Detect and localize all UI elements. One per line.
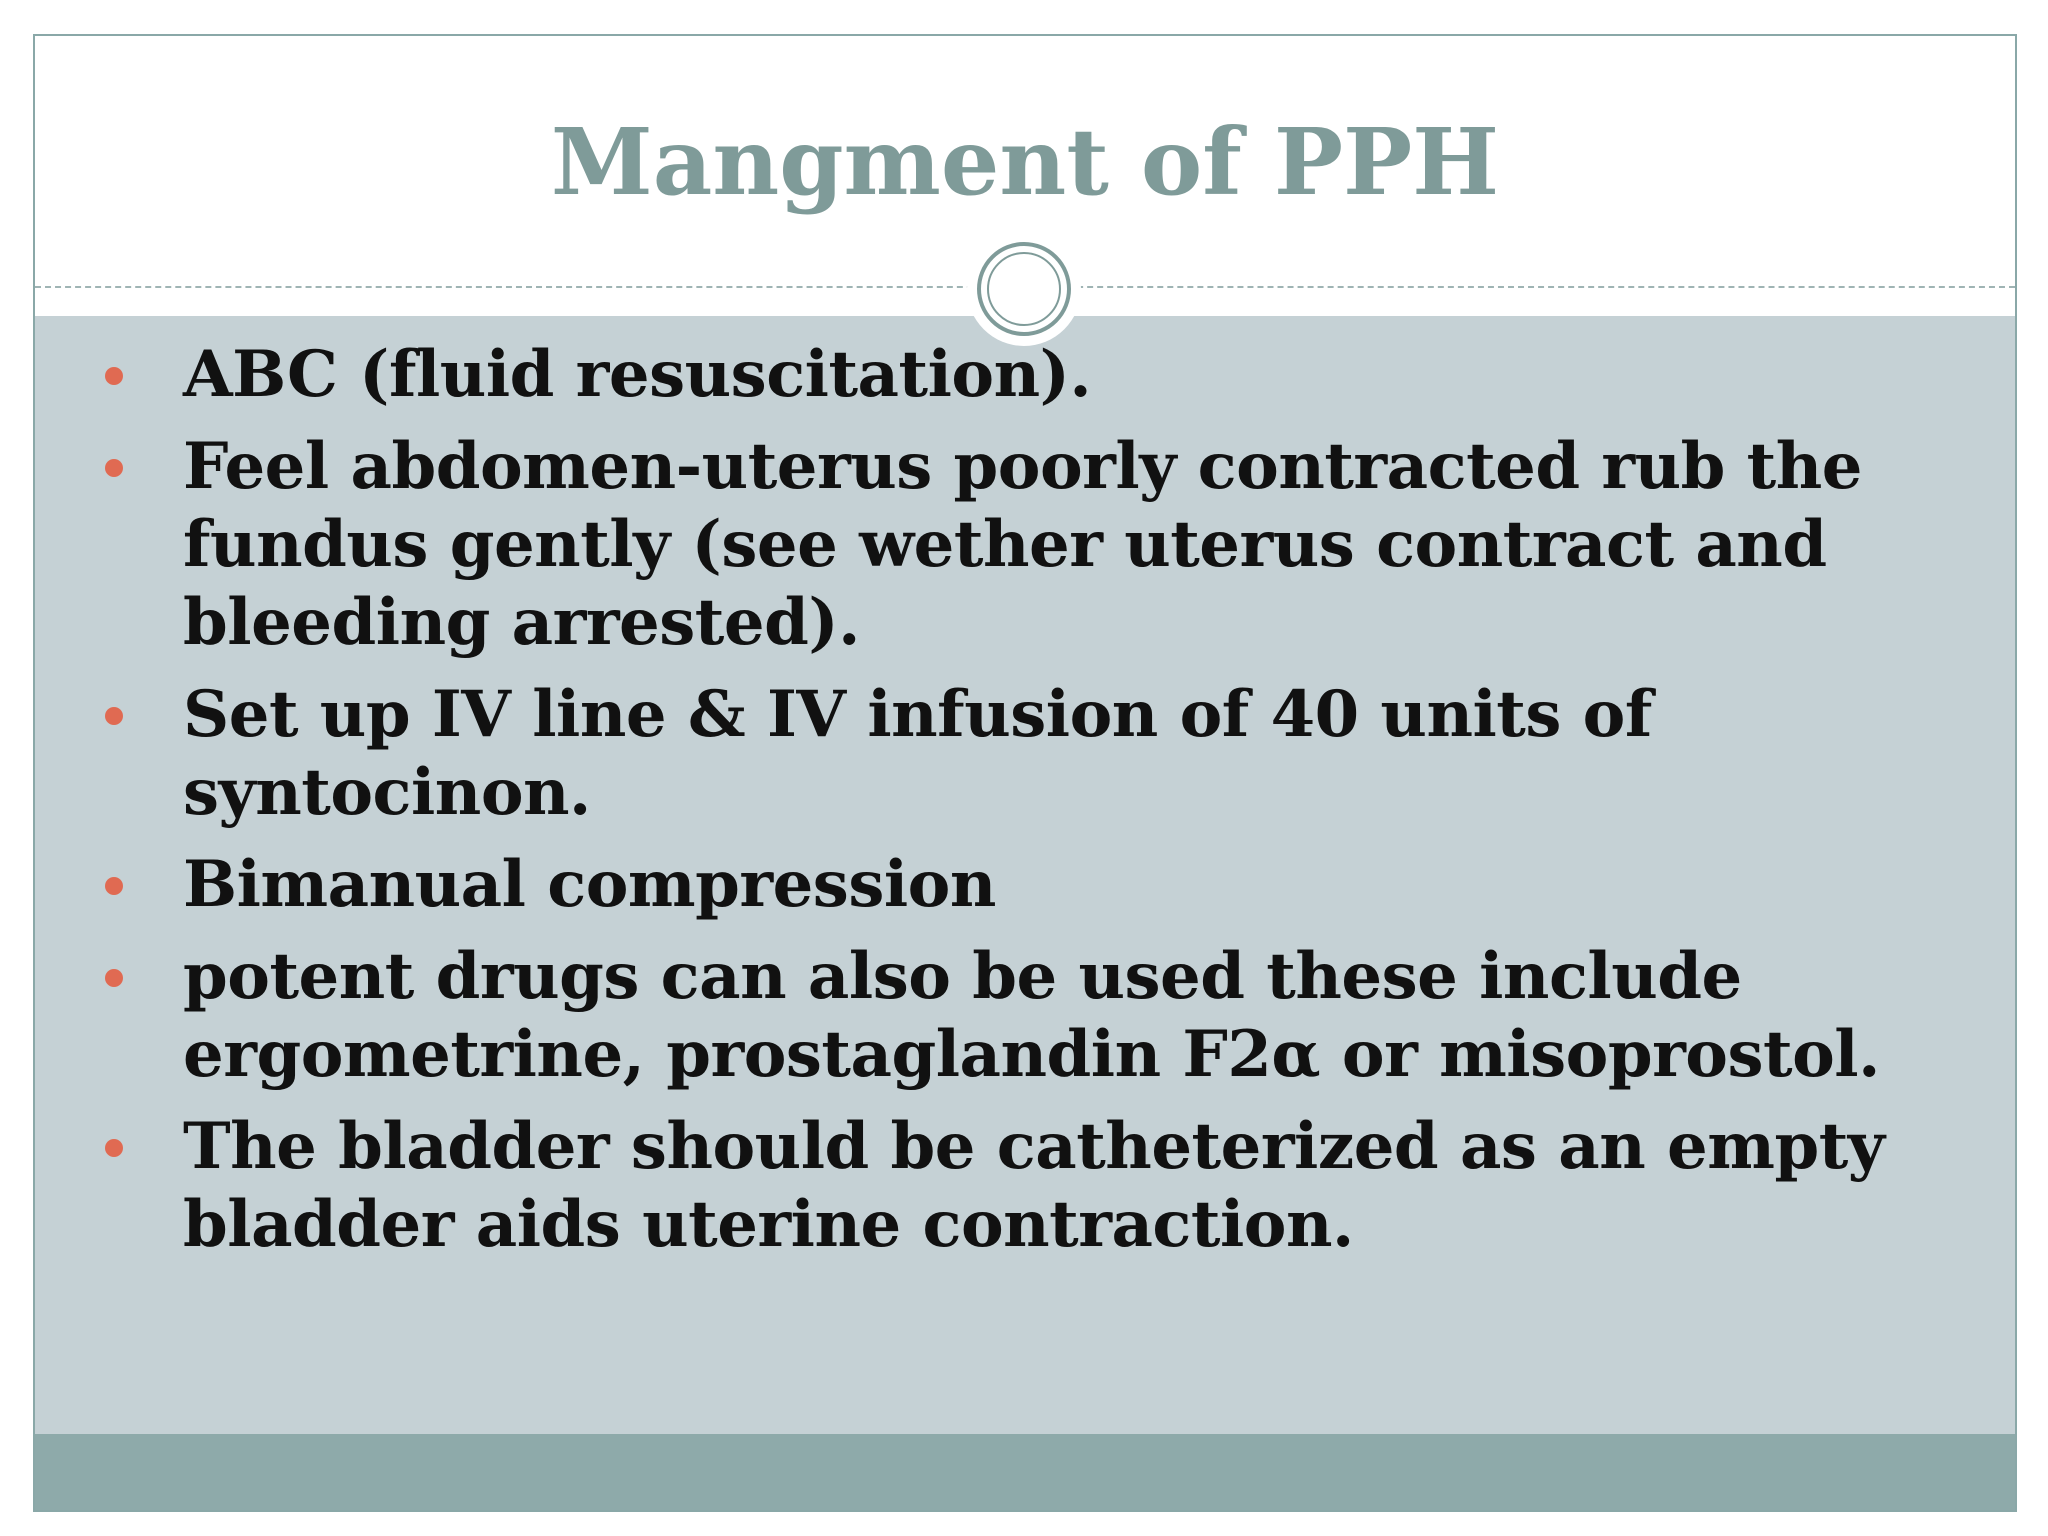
outer-ring [977, 242, 1071, 336]
bullet-item [35, 336, 2015, 414]
bullet-dot-icon [105, 1139, 123, 1157]
bullet-item [35, 1108, 2015, 1264]
inner-ring [987, 252, 1061, 326]
double-ring-icon [967, 232, 1081, 346]
footer-band [35, 1434, 2015, 1512]
bullet-text: potent drugs can also be used these include ergometrine, prostaglandin F2α or misoprostol. [183, 939, 1880, 1092]
slide-title: Mangment of PPH [550, 108, 1500, 216]
bullet-item [35, 676, 2015, 832]
bullet-dot-icon [105, 969, 123, 987]
bullet-text: The bladder should be catheterized as an empty bladder aids uterine contraction. [183, 1109, 1885, 1262]
bullet-dot-icon [105, 707, 123, 725]
slide [33, 34, 2017, 1512]
bullet-text: ABC (fluid resuscitation). [183, 337, 1092, 412]
bullet-list [35, 336, 2015, 1278]
bullet-dot-icon [105, 367, 123, 385]
bullet-item [35, 846, 2015, 924]
bullet-text: Set up IV line & IV infusion of 40 units of syntocinon. [183, 677, 1652, 830]
bullet-dot-icon [105, 877, 123, 895]
bullet-text: Feel abdomen-uterus poorly contracted rub the fundus gently (see wether uterus contract and bleeding arrested). [183, 429, 1862, 660]
bullet-item [35, 428, 2015, 662]
bullet-text: Bimanual compression [183, 847, 996, 922]
bullet-item [35, 938, 2015, 1094]
bullet-dot-icon [105, 459, 123, 477]
